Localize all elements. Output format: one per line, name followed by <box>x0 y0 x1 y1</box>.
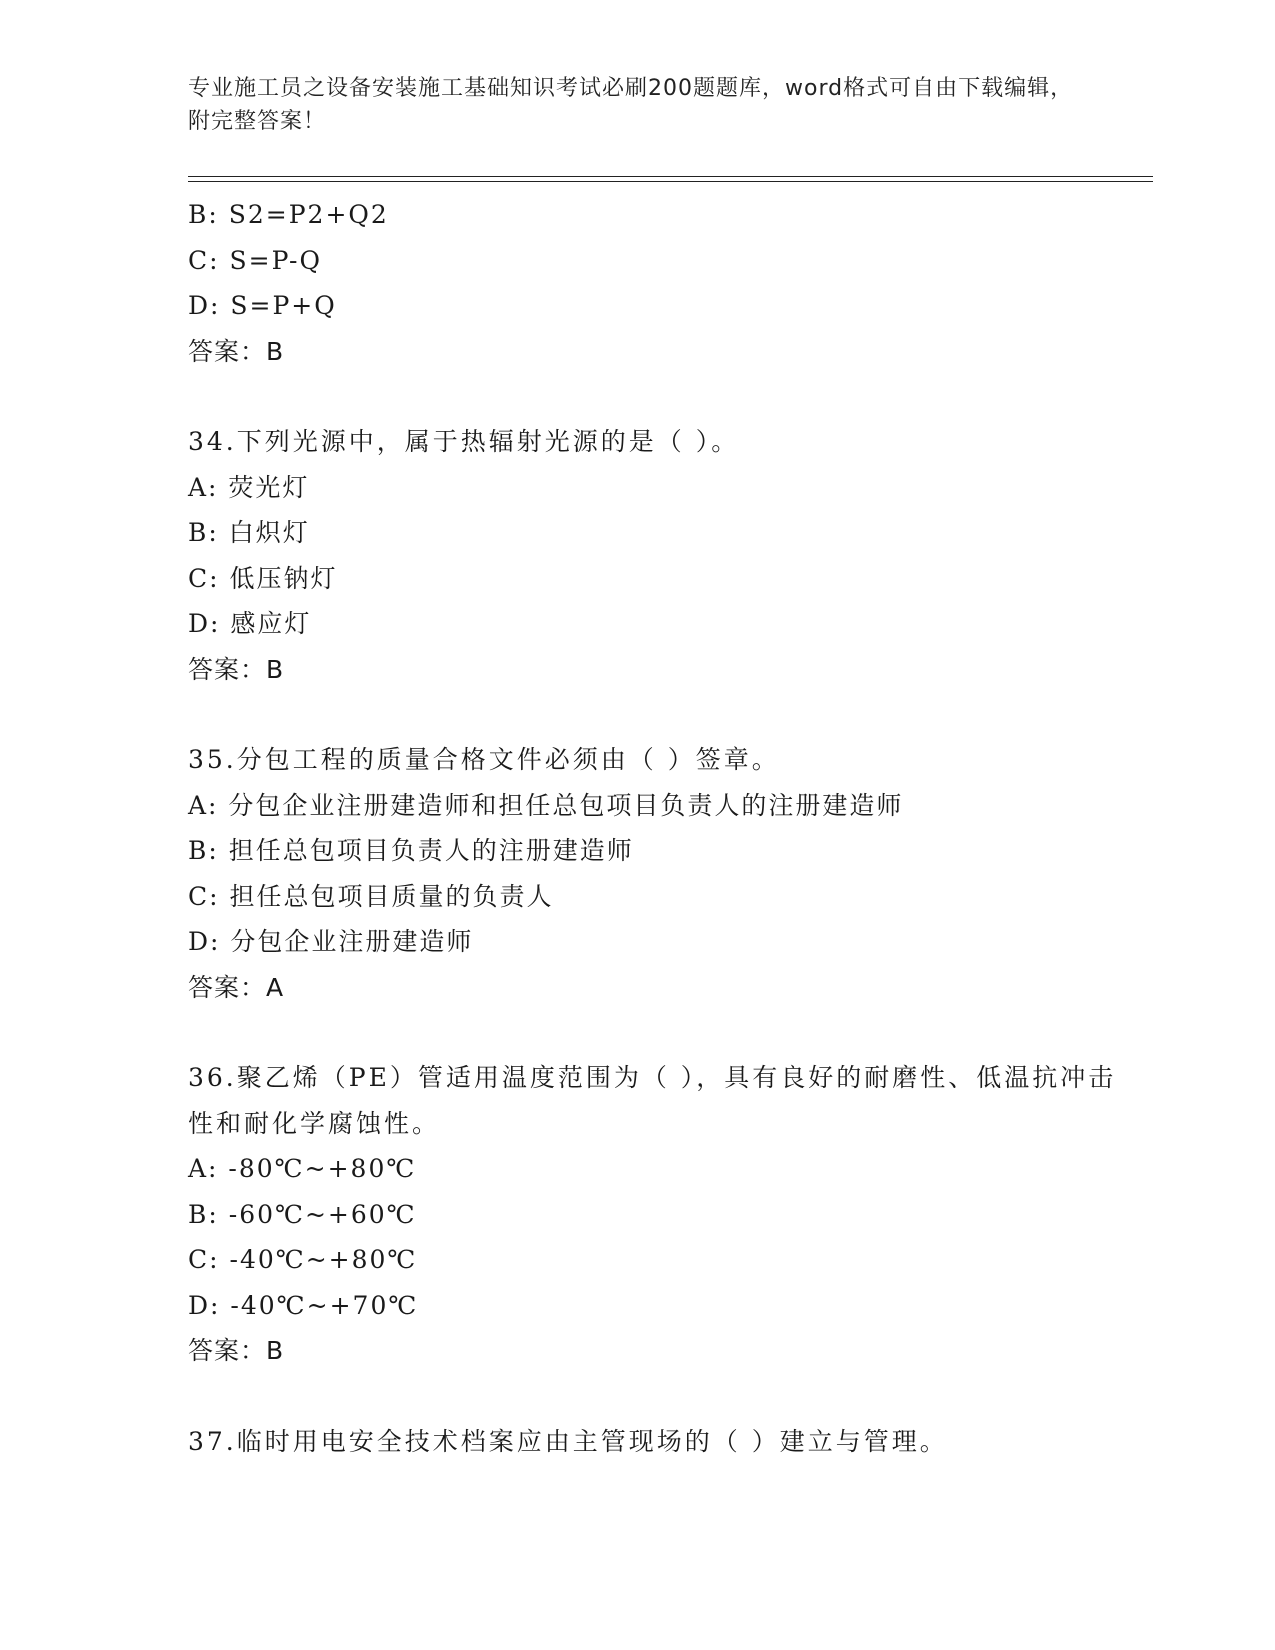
question-title: 37.临时用电安全技术档案应由主管现场的（ ）建立与管理。 <box>188 1426 948 1456</box>
header-rule-bottom <box>188 181 1153 182</box>
spacer <box>188 1010 1118 1055</box>
question-37 <box>188 1419 1118 1465</box>
option-a: A: 分包企业注册建造师和担任总包项目负责人的注册建造师 <box>188 790 904 820</box>
option-b: B: 白炽灯 <box>188 518 310 547</box>
answer-line: 答案：A <box>188 972 285 1002</box>
question-title: 36.聚乙烯（PE）管适用温度范围为（ ），具有良好的耐磨性、低温抗冲击性和耐化学腐蚀性。 <box>188 1063 1117 1138</box>
answer-line: 答案：B <box>188 1336 285 1365</box>
spacer <box>188 374 1118 419</box>
option-b: B: 担任总包项目负责人的注册建造师 <box>188 836 634 865</box>
option-c: C: 担任总包项目质量的负责人 <box>188 881 554 911</box>
option-b: B: -60℃~+60℃ <box>188 1199 417 1229</box>
option-d: D: -40℃~+70℃ <box>188 1290 419 1320</box>
question-list <box>188 192 1118 1464</box>
option-a: A: 荧光灯 <box>188 472 310 502</box>
question-34 <box>188 419 1118 692</box>
option-c: C: -40℃~+80℃ <box>188 1245 418 1274</box>
option-d: D: 感应灯 <box>188 609 312 638</box>
question-33-tail <box>188 192 1118 374</box>
question-36 <box>188 1055 1118 1374</box>
header-rule-top <box>188 176 1153 177</box>
option-d: D: S=P+Q <box>188 291 337 320</box>
document-header: 专业施工员之设备安装施工基础知识考试必刷200题题库，word格式可自由下载编辑，附完整答案！ <box>188 76 1074 134</box>
question-title: 35.分包工程的质量合格文件必须由（ ）签章。 <box>188 745 780 774</box>
spacer <box>188 1374 1118 1419</box>
answer-line: 答案：B <box>188 654 285 684</box>
option-a: A: -80℃~+80℃ <box>188 1154 417 1183</box>
question-title: 34.下列光源中，属于热辐射光源的是（ ）。 <box>188 427 740 456</box>
spacer <box>188 692 1118 737</box>
option-d: D: 分包企业注册建造师 <box>188 927 474 956</box>
question-35 <box>188 737 1118 1010</box>
option-c: C: S=P-Q <box>188 245 322 275</box>
option-b: B: S2=P2+Q2 <box>188 200 389 229</box>
answer-line: 答案：B <box>188 336 285 366</box>
option-c: C: 低压钠灯 <box>188 563 338 593</box>
